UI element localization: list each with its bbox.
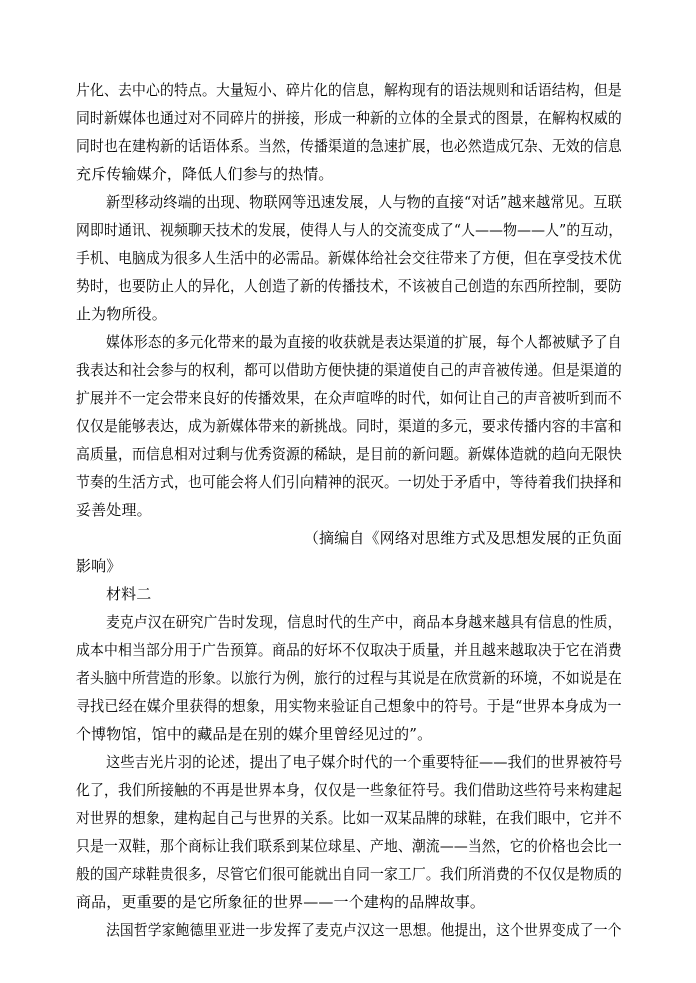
- text-line: 扩展并不一定会带来良好的传播效果，在众声喧哗的时代，如何让自己的声音被听到而不: [76, 389, 622, 407]
- text-line: 同时新媒体也通过对不同碎片的拼接，形成一种新的立体的全景式的图景，在解构权威的: [76, 109, 622, 127]
- text-line: 高质量，而信息相对过剩与优秀资源的稀缺，是目前的新问题。新媒体造就的趋向无限快: [76, 445, 622, 463]
- source-citation-end: 影响》: [76, 557, 122, 575]
- text-line: 个博物馆，馆中的藏品是在别的媒介里曾经见过的”。: [76, 725, 433, 743]
- text-line: 商品，更重要的是它所象征的世界——一个建构的品牌故事。: [76, 893, 486, 911]
- paragraph-first-line: 媒体形态的多元化带来的最为直接的收获就是表达渠道的扩展，每个人都被赋予了自: [106, 333, 622, 351]
- text-line: 只是一双鞋，那个商标让我们联系到某位球星、产地、潮流——当然，它的价格也会比一: [76, 837, 622, 855]
- text-line: 寻找已经在媒介里获得的想象，用实物来验证自己想象中的符号。于是“世界本身成为一: [76, 697, 622, 715]
- paragraph-first-line: 法国哲学家鲍德里亚进一步发挥了麦克卢汉这一思想。他提出，这个世界变成了一个: [106, 921, 622, 939]
- paragraph-first-line: 这些吉光片羽的论述，提出了电子媒介时代的一个重要特征——我们的世界被符号: [106, 753, 623, 771]
- section-heading: 材料二: [106, 585, 152, 603]
- text-line: 节奏的生活方式，也可能会将人们引向精神的泯灭。一切处于矛盾中，等待着我们抉择和: [76, 473, 622, 491]
- text-line: 同时也在建构新的话语体系。当然，传播渠道的急速扩展，也必然造成冗杂、无效的信息: [76, 137, 622, 155]
- text-line: 我表达和社会参与的权利，都可以借助方便快捷的渠道使自己的声音被传递。但是渠道的: [76, 361, 622, 379]
- text-line: 妥善处理。: [76, 501, 152, 519]
- text-line: 充斥传输媒介，降低人们参与的热情。: [76, 165, 334, 183]
- text-line: 化了，我们所接触的不再是世界本身，仅仅是一些象征符号。我们借助这些符号来构建起: [76, 781, 622, 799]
- text-line: 手机、电脑成为很多人生活中的必需品。新媒体给社会交往带来了方便，但在享受技术优: [76, 249, 622, 267]
- text-line: 者头脑中所营造的形象。以旅行为例，旅行的过程与其说是在欣赏新的环境，不如说是在: [76, 669, 622, 687]
- text-line: 般的国产球鞋贵很多，尽管它们很可能就出自同一家工厂。我们所消费的不仅仅是物质的: [76, 865, 622, 883]
- text-line: 止为物所役。: [76, 305, 167, 323]
- paragraph-first-line: 新型移动终端的出现、物联网等迅速发展，人与物的直接“对话”越来越常见。互联: [106, 193, 622, 211]
- text-line: 片化、去中心的特点。大量短小、碎片化的信息，解构现有的语法规则和话语结构，但是: [76, 81, 622, 99]
- text-line: 势时，也要防止人的异化，人创造了新的传播技术，不该被自己创造的东西所控制，要防: [76, 277, 622, 295]
- text-line: 网即时通讯、视频聊天技术的发展，使得人与人的交流变成了“人——物——人”的互动，: [76, 221, 623, 239]
- source-citation: （摘编自《网络对思维方式及思想发展的正负面: [303, 529, 622, 547]
- paragraph-first-line: 麦克卢汉在研究广告时发现，信息时代的生产中，商品本身越来越具有信息的性质，: [106, 613, 622, 631]
- text-line: 仅仅是能够表达，成为新媒体带来的新挑战。同时，渠道的多元，要求传播内容的丰富和: [76, 417, 622, 435]
- text-line: 成本中相当部分用于广告预算。商品的好坏不仅取决于质量，并且越来越取决于它在消费: [76, 641, 622, 659]
- text-line: 对世界的想象，建构起自己与世界的关系。比如一双某品牌的球鞋，在我们眼中，它并不: [76, 809, 622, 827]
